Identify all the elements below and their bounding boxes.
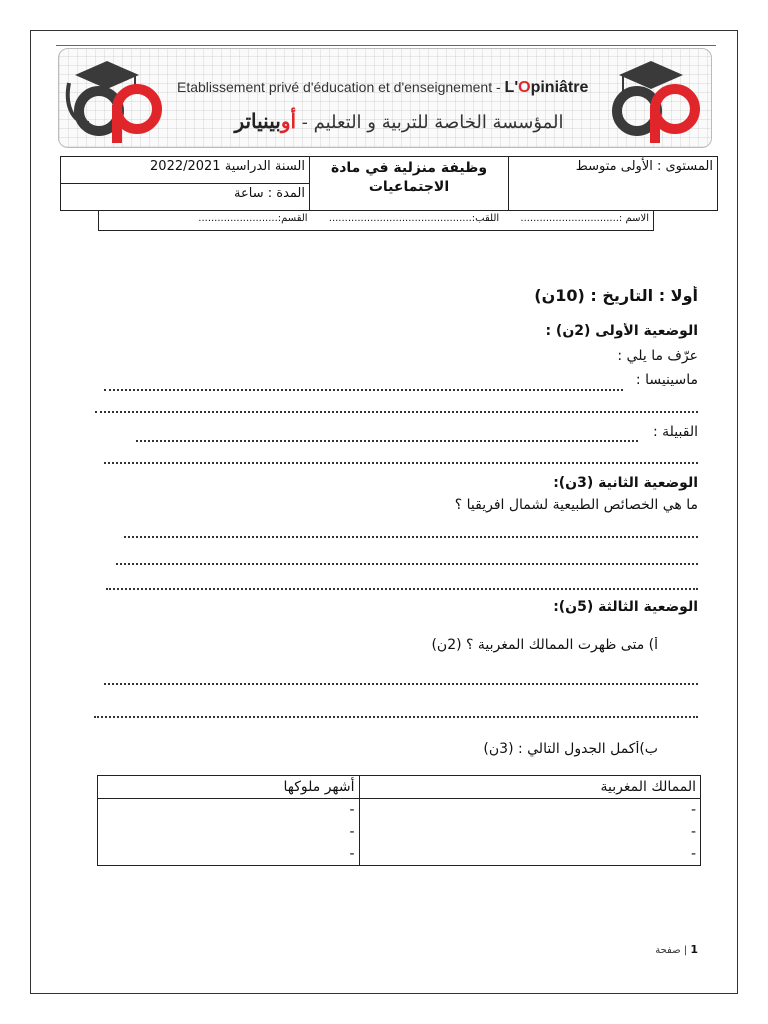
table-cell[interactable]: -	[359, 843, 701, 866]
banner-title-ar-text: المؤسسة الخاصة للتربية و التعليم -	[301, 112, 564, 133]
subject-line1: وظيفة منزلية في مادة	[330, 160, 488, 176]
answer-line[interactable]	[94, 716, 698, 718]
history-heading: أولا : التاريخ : (10ن)	[534, 286, 698, 305]
footer-separator: |	[683, 945, 688, 956]
brand-name-fr: L'Opiniâtre	[504, 79, 589, 96]
answer-line[interactable]	[106, 588, 698, 590]
table-header-kings: أشهر ملوكها	[98, 776, 360, 799]
situation3-question-a: أ) متى ظهرت الممالك المغربية ؟ (2ن)	[431, 637, 658, 653]
student-name-field[interactable]: الاسم :...............................	[520, 213, 649, 224]
table-row	[98, 843, 701, 866]
student-surname-field[interactable]: اللقب:.............................................	[328, 213, 500, 224]
page-label: صفحة	[655, 945, 681, 956]
banner-title-fr-text: Etablissement privé d'éducation et d'enseignement -	[177, 79, 501, 95]
table-cell[interactable]: -	[359, 821, 701, 843]
answer-line[interactable]	[104, 462, 698, 464]
exam-info-table	[60, 156, 718, 211]
situation1-instruction: عرّف ما يلي :	[617, 348, 698, 364]
school-logo-left	[61, 53, 171, 145]
table-cell[interactable]: -	[98, 799, 360, 822]
page-number: 1	[690, 943, 698, 956]
student-info-box[interactable]	[98, 211, 654, 231]
answer-line[interactable]	[104, 683, 698, 685]
top-rule	[56, 45, 716, 46]
kingdoms-table	[97, 775, 701, 866]
duration-cell: المدة : ساعة	[61, 184, 310, 211]
table-row	[98, 821, 701, 843]
situation1-title: الوضعية الأولى (2ن) :	[545, 323, 698, 339]
term-tribe: القبيلة :	[653, 424, 698, 440]
level-cell: المستوى : الأولى متوسط	[509, 157, 718, 211]
banner-title-ar	[219, 109, 579, 133]
table-cell[interactable]: -	[98, 821, 360, 843]
answer-line[interactable]	[95, 411, 698, 413]
school-year-cell: السنة الدراسية 2022/2021	[61, 157, 310, 184]
table-row	[98, 799, 701, 822]
page-footer	[655, 943, 698, 956]
brand-name-ar: أوبينياتر	[234, 109, 297, 133]
subject-line2: الاجتماعيات	[368, 179, 450, 195]
table-header-kingdoms: الممالك المغربية	[359, 776, 701, 799]
answer-line[interactable]	[104, 389, 623, 391]
table-cell[interactable]: -	[98, 843, 360, 866]
answer-line[interactable]	[136, 440, 638, 442]
school-banner	[58, 48, 712, 148]
banner-title-fr	[177, 79, 588, 97]
situation3-title: الوضعية الثالثة (5ن):	[553, 599, 698, 615]
student-section-field[interactable]: القسم:.........................	[198, 213, 308, 224]
answer-line[interactable]	[124, 536, 698, 538]
answer-line[interactable]	[116, 563, 698, 565]
table-cell[interactable]: -	[359, 799, 701, 822]
situation3-question-b: ب)أكمل الجدول التالي : (3ن)	[483, 741, 658, 757]
term-massinissa: ماسينيسا :	[635, 372, 698, 388]
situation2-question: ما هي الخصائص الطبيعية لشمال افريقيا ؟	[454, 497, 698, 513]
school-logo-right	[599, 53, 709, 145]
situation2-title: الوضعية الثانية (3ن):	[553, 475, 698, 491]
subject-cell	[310, 157, 509, 211]
